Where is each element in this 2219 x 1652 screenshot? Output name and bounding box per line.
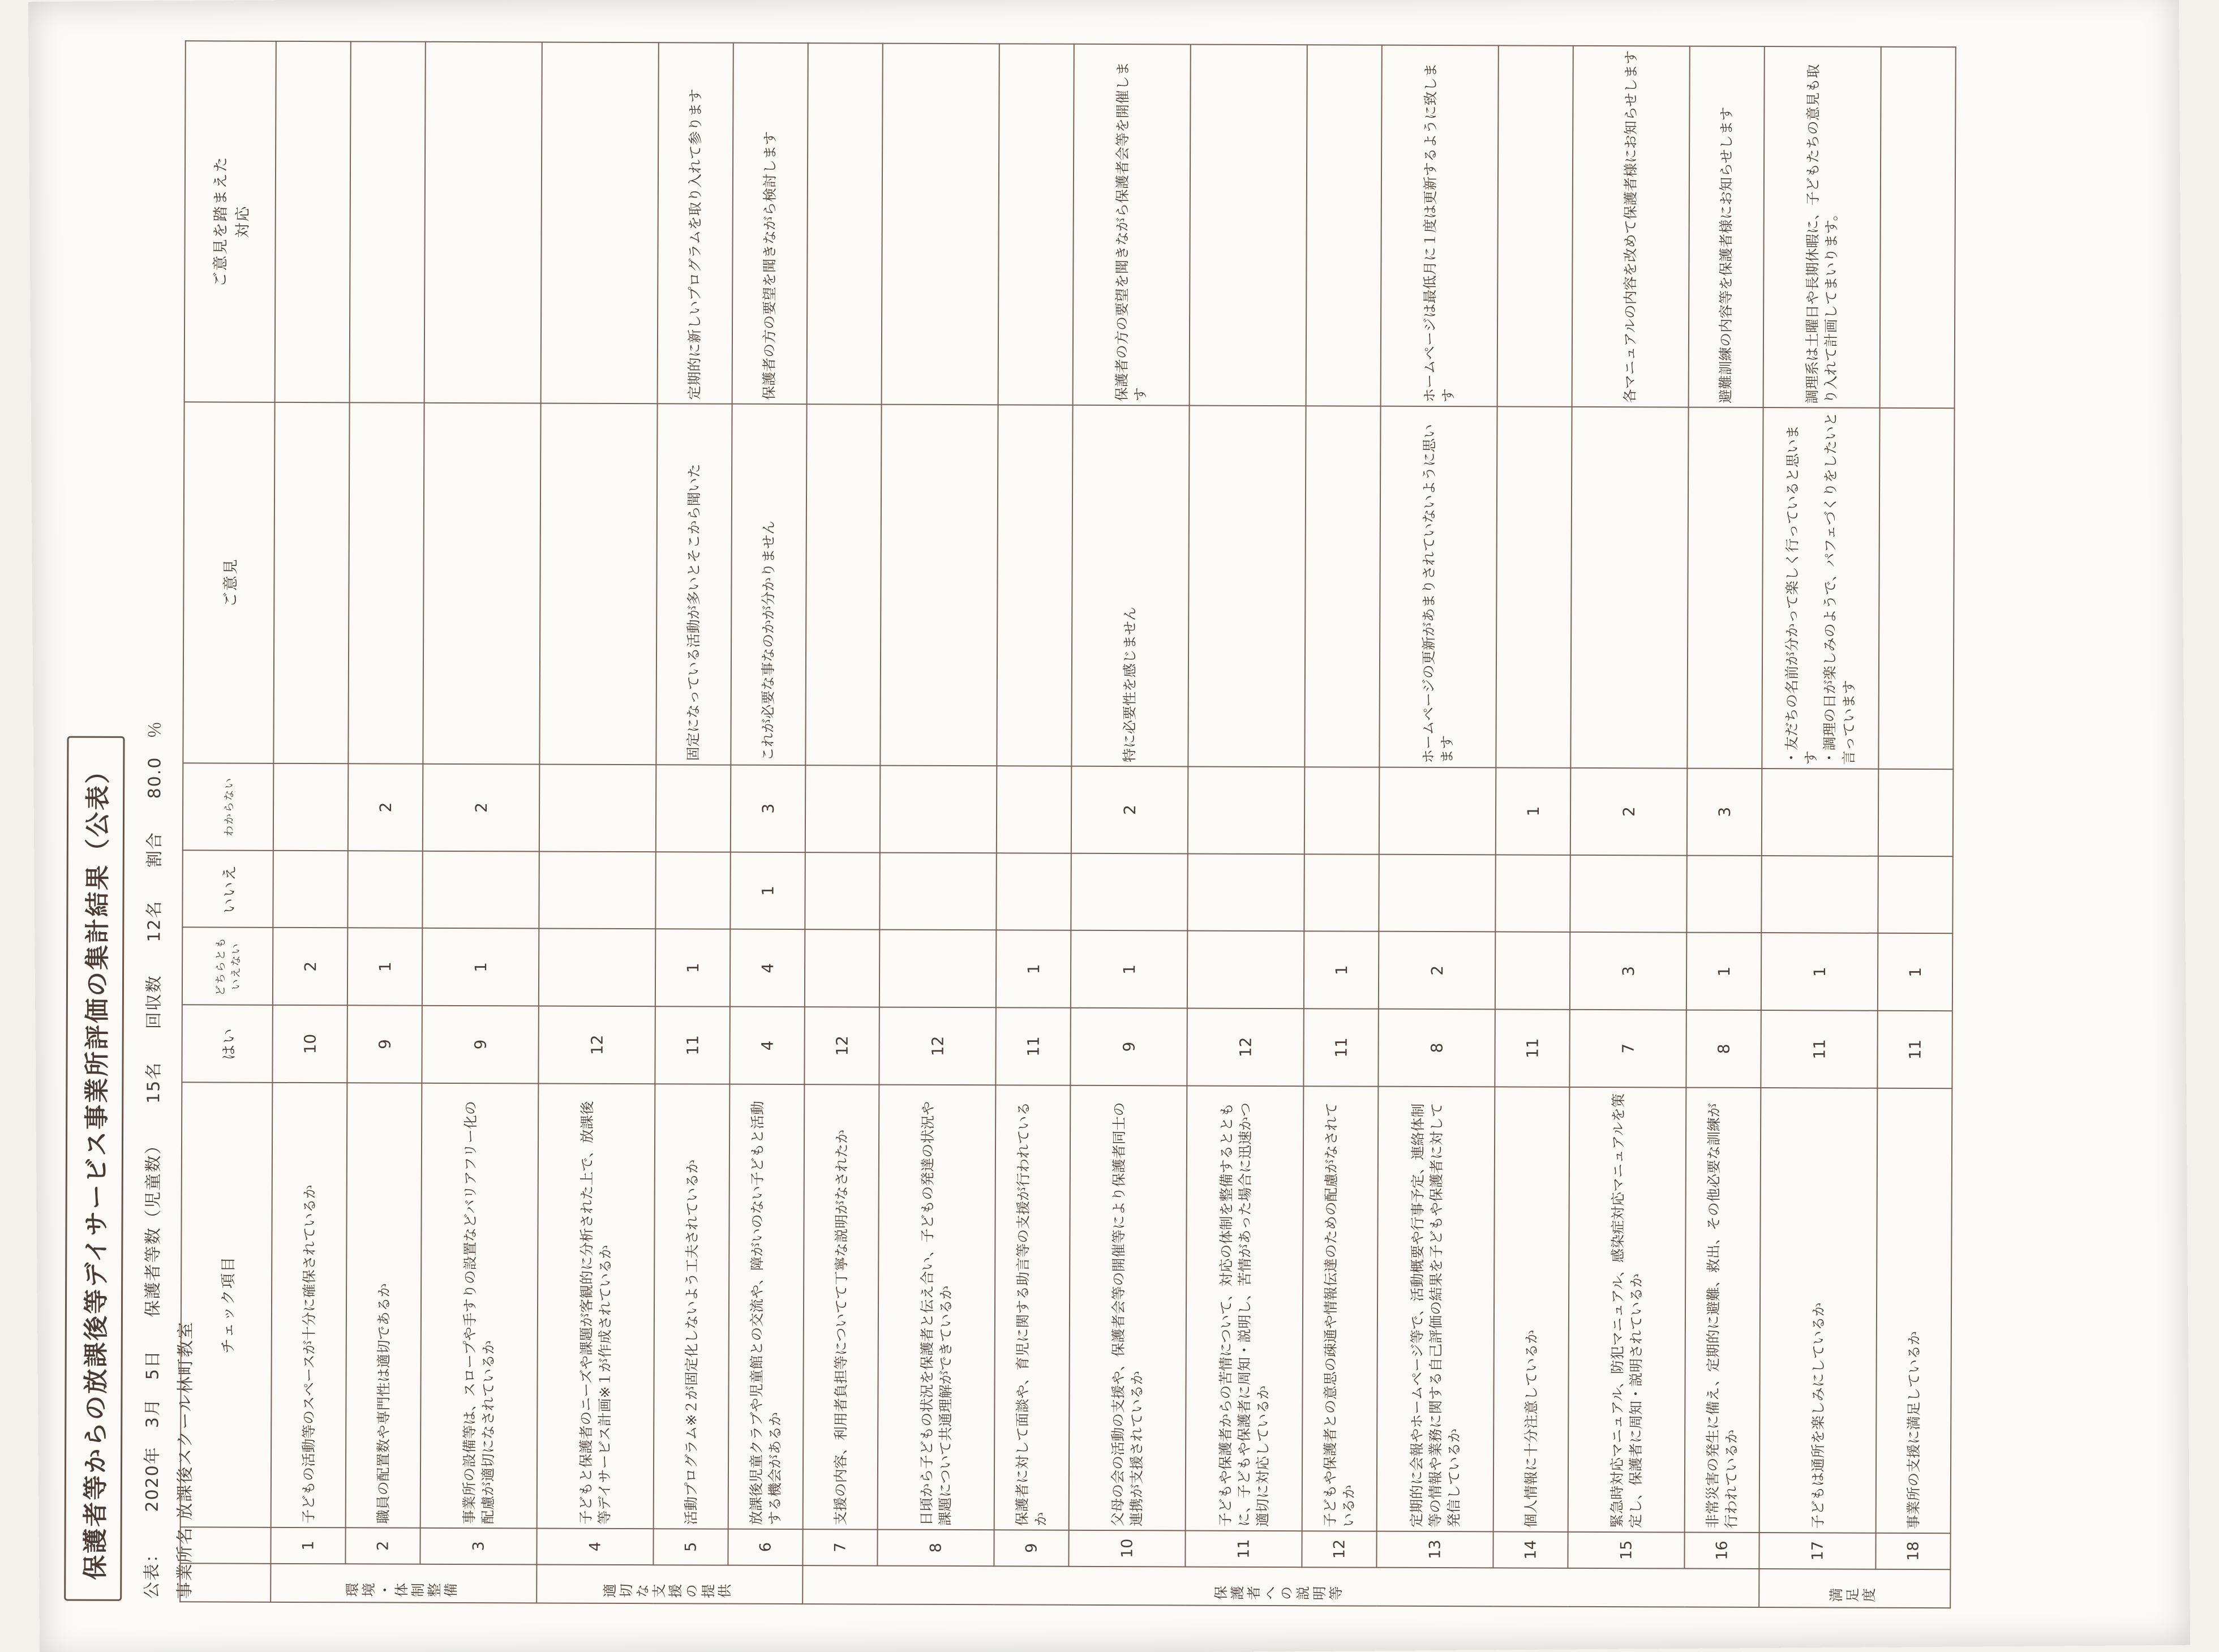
row-response	[1497, 45, 1573, 406]
table-row	[728, 43, 808, 1604]
table-row	[802, 43, 883, 1604]
table-row	[1493, 45, 1573, 1606]
row-item: 個人情報に十分注意しているか	[1493, 1087, 1570, 1532]
row-opinion	[423, 403, 540, 765]
row-no-answer	[879, 852, 996, 930]
row-neither: 1	[1304, 932, 1379, 1009]
table-row	[271, 41, 351, 1602]
row-no: 15	[1568, 1532, 1684, 1568]
row-unknown	[1379, 767, 1496, 855]
row-item: 子どもと保護者のニーズや課題が客観的に分析された上で、放課後等デイサービス計画※１が作成されているか	[537, 1083, 655, 1529]
table-row	[1068, 44, 1191, 1606]
row-opinion	[539, 403, 657, 765]
row-opinion: ・友だちの名前が分かって楽しく行っていると思います ・調理の日が楽しみのようで、パフェづくりをしたいと言っています	[1762, 407, 1879, 769]
row-yes: 11	[1877, 1011, 1952, 1088]
row-response	[275, 41, 351, 402]
row-neither: 4	[730, 929, 805, 1007]
row-opinion	[1878, 408, 1954, 769]
row-item: 子どもや保護者との意思の疎通や情報伝達のための配慮がなされているか	[1302, 1086, 1379, 1531]
row-no: 4	[536, 1528, 653, 1564]
office-name: 放課後スクール林町教室	[175, 1321, 196, 1520]
category-label: 満足度	[1828, 1587, 1878, 1604]
row-no-answer	[1686, 855, 1761, 933]
category-cell-satisfaction	[1759, 1569, 1950, 1608]
header-no-answer: いいえ	[182, 850, 273, 928]
row-no: 16	[1684, 1532, 1759, 1568]
row-no-answer	[422, 851, 539, 928]
row-neither: 1	[422, 928, 539, 1006]
category-label: 保護者への説明等	[1213, 1585, 1345, 1603]
row-item: 定期的に会報やホームページ等で、活動概要や行事予定、連絡体制等の情報や業務に関する自己評価の結果を子どもや保護者に対して発信しているか	[1377, 1086, 1495, 1531]
row-neither	[879, 930, 996, 1007]
row-unknown	[1878, 769, 1954, 856]
row-no: 7	[802, 1529, 877, 1565]
row-no: 5	[653, 1529, 728, 1565]
row-no-answer	[347, 851, 422, 928]
row-no-answer	[1187, 853, 1304, 931]
row-no: 13	[1376, 1531, 1493, 1568]
header-response: ご意見を踏まえた 対応	[184, 41, 276, 402]
row-opinion	[880, 405, 998, 766]
table-row	[653, 42, 733, 1603]
row-neither: 1	[996, 930, 1071, 1008]
document-header	[59, 22, 201, 1619]
row-response	[1880, 47, 1956, 408]
row-opinion	[1570, 407, 1688, 769]
row-unknown: 2	[423, 764, 540, 851]
row-item: 活動プログラム※２が固定化しないよう工夫されているか	[654, 1084, 730, 1529]
row-opinion	[1188, 405, 1306, 767]
category-cell-guardian	[802, 1565, 1759, 1607]
row-no: 3	[420, 1528, 536, 1565]
collected-count: 12名	[144, 900, 165, 942]
row-response	[998, 44, 1074, 405]
survey-table	[179, 40, 1956, 1608]
row-opinion	[805, 404, 881, 765]
row-neither: 1	[1071, 930, 1187, 1008]
meta-row-1	[138, 22, 168, 1599]
category-label: 適切な支援の提供	[602, 1583, 734, 1600]
header-unknown: わからない	[183, 763, 274, 850]
row-no-answer	[805, 852, 879, 930]
row-unknown	[880, 766, 997, 853]
row-no-answer	[273, 851, 347, 928]
table-header-row	[180, 41, 276, 1602]
row-response	[882, 44, 999, 405]
row-opinion	[1687, 407, 1763, 769]
row-unknown: 2	[1570, 768, 1688, 855]
row-neither	[1187, 931, 1304, 1009]
row-unknown	[539, 764, 656, 851]
row-yes: 12	[804, 1007, 879, 1084]
row-unknown	[997, 766, 1072, 853]
row-item: 放課後児童クラブや児童館との交流や、障がいのない子どもと活動する機会があるか	[728, 1084, 805, 1529]
row-neither: 2	[273, 928, 347, 1005]
collected-label: 回収数	[144, 975, 165, 1029]
row-no-answer	[539, 851, 655, 929]
publish-date: 2020年 3月 5日	[142, 1349, 163, 1512]
row-item: 支援の内容、利用者負担等についてて丁寧な説明がなされたか	[803, 1084, 879, 1530]
row-unknown	[1762, 769, 1879, 856]
rotated-document	[59, 22, 2159, 1625]
header-yes: はい	[182, 1005, 272, 1082]
row-response: ホームページは最低月に１度は更新するように致します	[1381, 45, 1499, 407]
row-no: 14	[1493, 1531, 1568, 1568]
row-item: 緊急時対応マニュアル、防犯マニュアル、感染症対応マニュアルを策定し、保護者に周知・説明されているか	[1568, 1087, 1686, 1533]
row-opinion: 特に必要性を感じません	[1071, 405, 1189, 767]
row-unknown	[805, 765, 881, 852]
row-opinion: ホームページの更新があまりされていないように思います	[1379, 406, 1497, 768]
header-category	[180, 1563, 271, 1602]
row-response: 避難訓練の内容等を保護者様にお知らせします	[1689, 46, 1765, 407]
table-row	[536, 42, 659, 1603]
row-item: 子どもは通所を楽しみにしているか	[1759, 1088, 1878, 1533]
publish-label: 公表：	[142, 1544, 162, 1599]
row-no-answer	[1071, 853, 1187, 930]
row-response: 保護者の方の要望を聞きながら保護者会等を開催します	[1073, 44, 1191, 406]
header-item: チェック項目	[181, 1082, 273, 1527]
row-yes: 11	[995, 1007, 1070, 1085]
row-no: 8	[877, 1529, 994, 1566]
survey-table-body	[271, 41, 1956, 1608]
table-row	[1568, 46, 1690, 1607]
row-yes: 7	[1569, 1010, 1686, 1087]
table-row	[877, 44, 999, 1605]
header-opinion: ご意見	[183, 402, 274, 763]
row-opinion: これが必要な事なのかが分かりません	[731, 404, 806, 765]
row-yes: 11	[1303, 1009, 1378, 1086]
row-no-answer	[1495, 855, 1570, 932]
row-no-answer: 1	[730, 852, 805, 929]
row-no-answer	[996, 853, 1071, 930]
row-unknown: 3	[731, 765, 806, 852]
office-label: 事業所名	[175, 1526, 195, 1599]
row-neither: 1	[347, 928, 422, 1006]
header-no	[180, 1527, 271, 1563]
row-response	[350, 41, 426, 402]
table-row	[1185, 44, 1307, 1606]
row-response	[807, 43, 883, 404]
row-yes: 12	[879, 1007, 995, 1085]
row-response	[1306, 45, 1382, 406]
table-row	[1376, 45, 1499, 1607]
row-no: 17	[1759, 1533, 1875, 1569]
row-unknown: 2	[348, 763, 423, 851]
row-unknown	[1304, 767, 1380, 854]
row-no: 2	[345, 1527, 420, 1564]
table-row	[1875, 47, 1956, 1608]
row-neither: 1	[1761, 933, 1878, 1010]
row-no-answer	[1570, 855, 1686, 933]
row-response: 保護者の方の要望を聞きながら検討します	[732, 43, 808, 404]
row-unknown: 2	[1071, 766, 1188, 853]
guardian-count: 15名	[144, 1061, 164, 1104]
row-response	[541, 42, 659, 404]
table-row	[994, 44, 1074, 1604]
row-no: 11	[1185, 1530, 1302, 1567]
row-no: 1	[271, 1527, 345, 1564]
row-unknown	[273, 763, 349, 851]
category-cell-support	[536, 1564, 802, 1604]
row-neither: 3	[1570, 932, 1686, 1010]
row-no-answer	[1761, 856, 1878, 933]
row-no-answer	[1878, 856, 1952, 933]
row-yes: 12	[1187, 1009, 1303, 1086]
row-opinion: 固定になっている活動が多いとそこから聞いた	[656, 404, 732, 765]
guardian-count-label: 保護者等数（児童数）	[143, 1136, 164, 1318]
row-item: 子どもの活動等のスペースが十分に確保されているか	[271, 1083, 347, 1528]
row-yes: 9	[347, 1005, 422, 1083]
row-yes: 10	[272, 1005, 347, 1083]
row-no-answer	[655, 852, 730, 929]
row-neither: 1	[655, 929, 730, 1007]
table-row	[345, 41, 426, 1602]
row-no: 12	[1302, 1531, 1376, 1567]
row-item: 事業所の支援に満足しているか	[1876, 1088, 1952, 1534]
table-row	[420, 42, 542, 1603]
row-yes: 4	[729, 1007, 804, 1084]
paper-sheet	[28, 0, 2190, 1652]
row-neither: 1	[1686, 933, 1761, 1010]
row-no: 18	[1875, 1533, 1950, 1569]
row-item: 非常災害の発生に備え、定期的に避難、救出、その他必要な訓練が行われているか	[1685, 1087, 1761, 1533]
row-item: 日頃から子どもの状況を保護者と伝え合い、子どもの発達の状況や課題について共通理解ができているか	[878, 1084, 996, 1530]
row-no: 9	[994, 1530, 1068, 1566]
row-opinion	[997, 405, 1072, 766]
row-no: 10	[1068, 1530, 1185, 1567]
row-neither	[539, 929, 655, 1006]
row-item: 事業所の設備等は、スロープや手すりの設置などバリアフリー化の配慮が適切になされているか	[420, 1083, 539, 1529]
row-response: 定期的に新しいプログラムを取り入れて参ります	[658, 42, 733, 404]
document-title: 保護者等からの放課後等デイサービス事業所評価の集計結果（公表）	[64, 736, 125, 1601]
row-yes: 12	[538, 1006, 655, 1084]
row-yes: 8	[1686, 1010, 1761, 1088]
row-item: 子どもや保護者からの苦情について、対応の体制を整備するとともに、子どもや保護者に周知・説明し、苦情があった場合に迅速かつ適切に対応しているか	[1186, 1085, 1304, 1531]
row-yes: 8	[1378, 1009, 1495, 1087]
table-row	[1759, 46, 1881, 1608]
table-row	[1302, 45, 1382, 1606]
row-response: 各マニュアルの内容を改めて保護者様にお知らせします	[1572, 46, 1690, 407]
row-yes: 9	[422, 1006, 538, 1083]
row-yes: 11	[1495, 1010, 1569, 1087]
row-unknown: 3	[1687, 769, 1762, 856]
row-no-answer	[1379, 854, 1495, 932]
header-neither: どちらとも いえない	[182, 928, 273, 1005]
rate-value: 80.0 ％	[145, 720, 165, 799]
row-item: 保護者に対して面談や、育児に関する助言等の支援が行われているか	[994, 1085, 1071, 1530]
row-response	[1190, 44, 1307, 406]
row-response: 調理系は土曜日や長期休暇に、子どもたちの意見も取り入れて計画してまいります。	[1763, 46, 1881, 408]
row-yes: 9	[1070, 1008, 1187, 1085]
row-neither: 2	[1379, 932, 1495, 1009]
row-unknown	[1188, 766, 1305, 853]
row-yes: 11	[1761, 1010, 1877, 1088]
table-row	[1684, 46, 1765, 1607]
row-neither	[805, 930, 879, 1007]
row-opinion	[348, 402, 424, 763]
row-neither: 1	[1878, 933, 1952, 1011]
row-opinion	[273, 402, 349, 763]
row-item: 父母の会の活動の支援や、保護者会等の開催等により保護者同士の連携が支援されているか	[1069, 1085, 1187, 1531]
category-cell-env	[271, 1563, 536, 1603]
row-response	[424, 42, 542, 404]
row-no: 6	[728, 1529, 802, 1565]
row-no-answer	[1304, 854, 1379, 932]
row-item: 職員の配置数や専門性は適切であるか	[346, 1083, 422, 1528]
rate-label: 割合	[144, 831, 165, 868]
row-yes: 11	[655, 1006, 729, 1084]
row-unknown: 1	[1496, 767, 1571, 855]
row-unknown	[656, 765, 731, 852]
row-neither	[1495, 932, 1570, 1010]
category-label: 環境・体制整備	[344, 1582, 460, 1599]
row-opinion	[1304, 406, 1380, 767]
row-opinion	[1496, 406, 1572, 767]
